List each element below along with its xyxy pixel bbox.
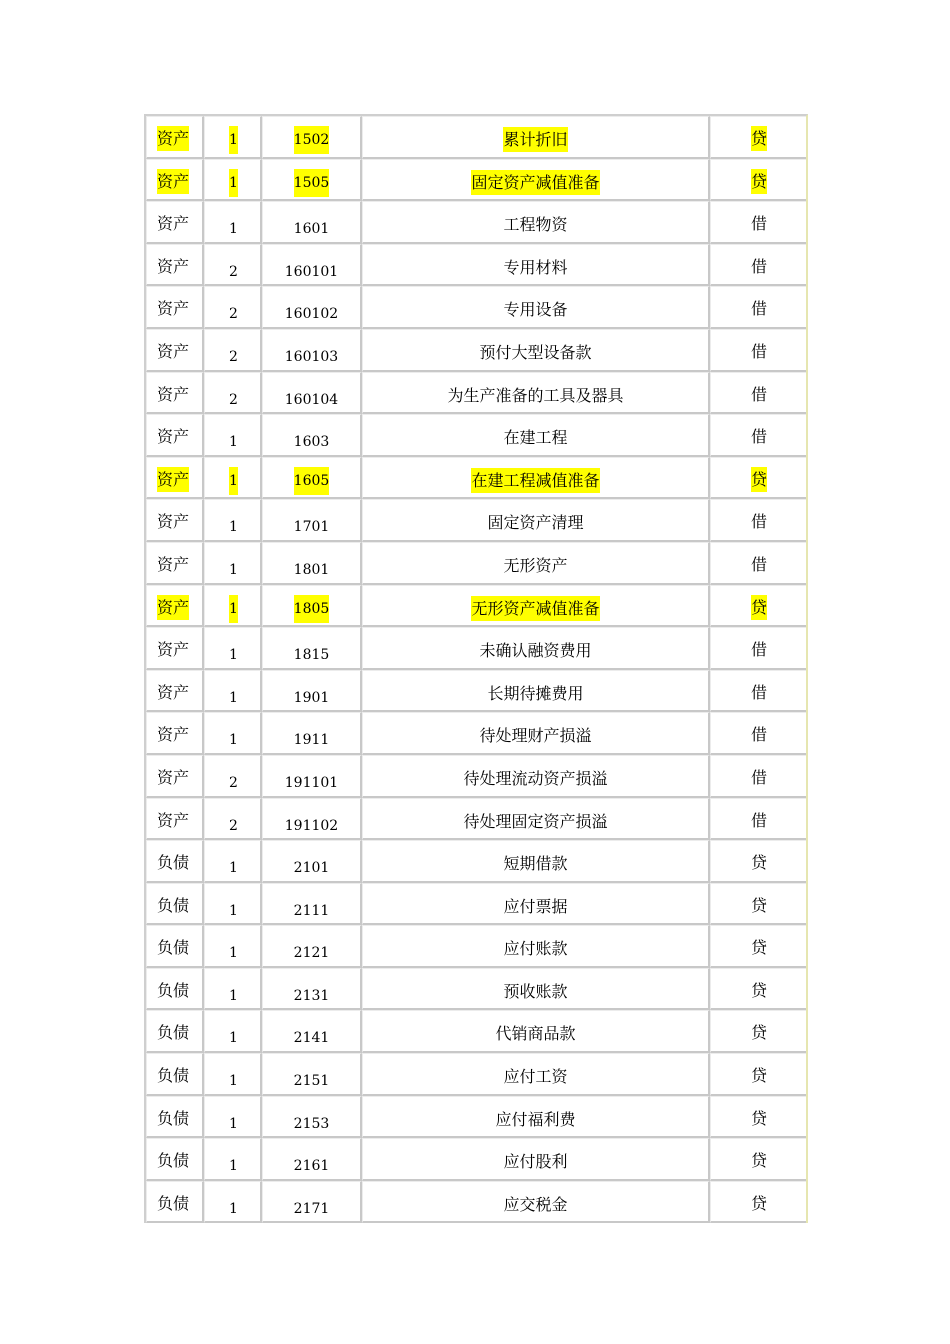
cell-text-name: 专用设备 [503, 300, 568, 320]
table-row [146, 585, 806, 628]
table-row [146, 712, 806, 755]
cell-level [204, 968, 262, 1011]
cell-text-code: 1805 [294, 595, 330, 623]
cell-text-type: 资产 [157, 554, 190, 574]
cell-balance-direction [710, 968, 806, 1011]
cell-balance-direction [710, 244, 806, 287]
cell-text-type: 负债 [157, 1151, 190, 1171]
cell-text-level: 1 [229, 1158, 238, 1175]
cell-text-name: 无形资产减值准备 [471, 596, 599, 621]
cell-text-code: 191101 [284, 774, 339, 791]
cell-text-name: 长期待摊费用 [487, 683, 584, 703]
cell-text-name: 为生产准备的工具及器具 [447, 385, 624, 405]
cell-text-name: 预收账款 [503, 981, 568, 1001]
cell-level [204, 457, 262, 500]
cell-account-name [362, 1053, 710, 1096]
cell-text-level: 2 [229, 306, 238, 323]
cell-text-code: 1701 [293, 519, 330, 536]
cell-text-dir: 借 [751, 810, 768, 830]
cell-account-type [146, 1053, 204, 1096]
cell-account-type [146, 1096, 204, 1139]
cell-text-dir: 贷 [751, 853, 768, 873]
table-row [146, 627, 806, 670]
cell-text-type: 资产 [157, 126, 189, 151]
cell-account-name [362, 542, 710, 585]
cell-balance-direction [710, 542, 806, 585]
cell-account-name [362, 585, 710, 628]
cell-text-level: 2 [229, 817, 238, 834]
cell-text-dir: 借 [751, 725, 768, 745]
cell-text-level: 1 [229, 221, 238, 238]
cell-text-level: 1 [229, 987, 238, 1004]
cell-balance-direction [710, 1053, 806, 1096]
cell-text-name: 应付股利 [503, 1152, 568, 1172]
cell-text-code: 1911 [293, 732, 330, 749]
table-row [146, 499, 806, 542]
cell-account-code [262, 414, 362, 457]
cell-level [204, 712, 262, 755]
table-row [146, 244, 806, 287]
cell-account-type [146, 499, 204, 542]
table-row [146, 286, 806, 329]
table-row [146, 1096, 806, 1139]
cell-account-code [262, 712, 362, 755]
cell-text-type: 资产 [157, 169, 189, 194]
cell-account-code [262, 627, 362, 670]
cell-account-name [362, 1181, 710, 1224]
cell-account-name [362, 755, 710, 798]
cell-text-dir: 借 [751, 427, 768, 447]
cell-balance-direction [710, 116, 806, 159]
cell-account-name [362, 329, 710, 372]
cell-text-type: 资产 [157, 467, 189, 492]
cell-account-code [262, 585, 362, 628]
cell-text-level: 2 [229, 348, 238, 365]
cell-text-code: 2141 [293, 1030, 330, 1047]
cell-text-level: 1 [229, 945, 238, 962]
cell-text-code: 1601 [293, 221, 330, 238]
cell-balance-direction [710, 755, 806, 798]
cell-account-type [146, 1010, 204, 1053]
cell-text-code: 2111 [293, 902, 330, 919]
table-row [146, 883, 806, 926]
table-row [146, 414, 806, 457]
cell-account-name [362, 116, 710, 159]
cell-balance-direction [710, 585, 806, 628]
cell-text-type: 资产 [157, 341, 190, 361]
cell-account-type [146, 925, 204, 968]
cell-text-code: 2101 [293, 860, 330, 877]
cell-account-code [262, 244, 362, 287]
cell-balance-direction [710, 670, 806, 713]
cell-text-name: 短期借款 [503, 854, 568, 874]
cell-balance-direction [710, 286, 806, 329]
cell-text-type: 资产 [157, 810, 190, 830]
cell-text-code: 2153 [293, 1115, 330, 1132]
cell-text-code: 160101 [284, 263, 339, 280]
cell-balance-direction [710, 1010, 806, 1053]
cell-text-level: 1 [229, 467, 238, 495]
cell-text-code: 2171 [293, 1200, 330, 1217]
cell-text-level: 2 [229, 391, 238, 408]
cell-account-name [362, 925, 710, 968]
cell-level [204, 670, 262, 713]
cell-account-name [362, 798, 710, 841]
cell-account-code [262, 286, 362, 329]
cell-level [204, 159, 262, 202]
cell-text-level: 1 [229, 689, 238, 706]
cell-account-type [146, 1138, 204, 1181]
cell-text-code: 160104 [284, 391, 339, 408]
cell-text-level: 1 [229, 434, 238, 451]
cell-account-code [262, 670, 362, 713]
cell-text-name: 应交税金 [503, 1194, 568, 1214]
cell-text-name: 应付工资 [503, 1067, 568, 1087]
cell-balance-direction [710, 627, 806, 670]
cell-text-level: 1 [229, 1073, 238, 1090]
cell-account-type [146, 159, 204, 202]
cell-level [204, 1096, 262, 1139]
cell-text-level: 1 [229, 595, 238, 623]
cell-text-name: 固定资产减值准备 [471, 170, 599, 195]
cell-level [204, 1181, 262, 1224]
table-row [146, 457, 806, 500]
table-row [146, 670, 806, 713]
cell-account-type [146, 372, 204, 415]
cell-level [204, 925, 262, 968]
cell-text-level: 1 [229, 1115, 238, 1132]
cell-text-code: 191102 [284, 817, 339, 834]
cell-balance-direction [710, 712, 806, 755]
table-row [146, 201, 806, 244]
cell-account-code [262, 542, 362, 585]
cell-account-name [362, 1096, 710, 1139]
cell-text-level: 1 [229, 1030, 238, 1047]
cell-account-type [146, 116, 204, 159]
cell-text-name: 代销商品款 [495, 1024, 576, 1044]
cell-text-type: 负债 [157, 938, 190, 958]
cell-text-type: 负债 [157, 853, 190, 873]
cell-text-dir: 借 [751, 682, 768, 702]
cell-account-code [262, 925, 362, 968]
cell-account-type [146, 1181, 204, 1224]
table-row [146, 1053, 806, 1096]
cell-text-type: 资产 [157, 682, 190, 702]
cell-text-name: 工程物资 [503, 215, 568, 235]
cell-balance-direction [710, 1138, 806, 1181]
cell-account-type [146, 798, 204, 841]
cell-level [204, 286, 262, 329]
cell-account-code [262, 840, 362, 883]
cell-balance-direction [710, 1096, 806, 1139]
cell-text-type: 资产 [157, 299, 190, 319]
cell-text-dir: 贷 [751, 126, 767, 151]
cell-text-name: 应付福利费 [495, 1109, 576, 1129]
cell-account-type [146, 244, 204, 287]
cell-text-type: 负债 [157, 1066, 190, 1086]
cell-text-code: 1603 [293, 434, 330, 451]
cell-text-code: 1605 [294, 467, 330, 495]
cell-account-name [362, 883, 710, 926]
cell-text-level: 1 [229, 732, 238, 749]
cell-text-dir: 贷 [751, 169, 767, 194]
cell-text-type: 资产 [157, 214, 190, 234]
cell-text-dir: 贷 [751, 980, 768, 1000]
cell-account-code [262, 499, 362, 542]
cell-level [204, 372, 262, 415]
cell-level [204, 329, 262, 372]
table-row [146, 329, 806, 372]
cell-account-code [262, 1053, 362, 1096]
cell-balance-direction [710, 798, 806, 841]
cell-text-dir: 借 [751, 341, 768, 361]
cell-balance-direction [710, 457, 806, 500]
cell-text-type: 负债 [157, 980, 190, 1000]
cell-account-type [146, 286, 204, 329]
cell-text-name: 待处理财产损溢 [479, 726, 592, 746]
cell-account-type [146, 414, 204, 457]
cell-account-code [262, 372, 362, 415]
cell-level [204, 244, 262, 287]
table-row [146, 1138, 806, 1181]
cell-text-type: 资产 [157, 427, 190, 447]
cell-balance-direction [710, 372, 806, 415]
cell-level [204, 116, 262, 159]
cell-balance-direction [710, 840, 806, 883]
cell-text-type: 负债 [157, 895, 190, 915]
cell-balance-direction [710, 1181, 806, 1224]
cell-level [204, 499, 262, 542]
cell-text-code: 2161 [293, 1158, 330, 1175]
cell-text-dir: 借 [751, 767, 768, 787]
cell-text-dir: 贷 [751, 1108, 768, 1128]
table-row [146, 840, 806, 883]
cell-text-dir: 贷 [751, 1193, 768, 1213]
cell-level [204, 1138, 262, 1181]
cell-account-name [362, 201, 710, 244]
cell-account-code [262, 457, 362, 500]
cell-text-code: 1502 [294, 126, 330, 154]
cell-text-type: 资产 [157, 725, 190, 745]
cell-text-name: 累计折旧 [503, 127, 567, 152]
cell-account-code [262, 159, 362, 202]
cell-account-code [262, 1181, 362, 1224]
cell-text-type: 负债 [157, 1108, 190, 1128]
cell-text-level: 2 [229, 263, 238, 280]
cell-text-level: 1 [229, 647, 238, 664]
cell-account-type [146, 712, 204, 755]
cell-text-dir: 贷 [751, 467, 767, 492]
cell-account-type [146, 329, 204, 372]
cell-level [204, 840, 262, 883]
table-row [146, 798, 806, 841]
cell-account-type [146, 627, 204, 670]
cell-account-code [262, 1096, 362, 1139]
cell-text-dir: 借 [751, 384, 768, 404]
cell-level [204, 883, 262, 926]
account-table [144, 114, 808, 1223]
cell-text-code: 2121 [293, 945, 330, 962]
cell-text-type: 负债 [157, 1023, 190, 1043]
cell-account-type [146, 457, 204, 500]
cell-text-code: 1801 [293, 561, 330, 578]
cell-text-level: 2 [229, 774, 238, 791]
cell-text-code: 1815 [293, 647, 330, 664]
cell-text-name: 应付票据 [503, 896, 568, 916]
cell-account-type [146, 585, 204, 628]
cell-balance-direction [710, 329, 806, 372]
cell-level [204, 798, 262, 841]
cell-text-name: 固定资产清理 [487, 513, 584, 533]
cell-text-code: 2131 [293, 987, 330, 1004]
cell-text-dir: 贷 [751, 1151, 768, 1171]
cell-text-dir: 借 [751, 640, 768, 660]
cell-text-type: 资产 [157, 384, 190, 404]
cell-level [204, 585, 262, 628]
cell-account-code [262, 1010, 362, 1053]
cell-balance-direction [710, 925, 806, 968]
cell-text-type: 资产 [157, 256, 190, 276]
table-row [146, 372, 806, 415]
cell-account-name [362, 286, 710, 329]
cell-text-type: 负债 [157, 1193, 190, 1213]
cell-text-dir: 贷 [751, 1023, 768, 1043]
cell-text-name: 专用材料 [503, 257, 568, 277]
cell-text-type: 资产 [157, 767, 190, 787]
cell-text-code: 160103 [284, 348, 339, 365]
cell-account-code [262, 1138, 362, 1181]
cell-text-dir: 贷 [751, 1066, 768, 1086]
cell-account-code [262, 968, 362, 1011]
cell-account-name [362, 968, 710, 1011]
cell-account-name [362, 457, 710, 500]
cell-account-code [262, 116, 362, 159]
cell-balance-direction [710, 201, 806, 244]
cell-text-dir: 借 [751, 299, 768, 319]
cell-text-level: 1 [229, 169, 238, 197]
cell-account-name [362, 159, 710, 202]
cell-text-dir: 贷 [751, 895, 768, 915]
cell-account-type [146, 755, 204, 798]
cell-account-name [362, 627, 710, 670]
cell-account-name [362, 840, 710, 883]
cell-text-name: 在建工程 [503, 428, 568, 448]
cell-balance-direction [710, 883, 806, 926]
table-row [146, 116, 806, 159]
cell-account-type [146, 968, 204, 1011]
cell-account-name [362, 1138, 710, 1181]
table-row [146, 1181, 806, 1224]
cell-level [204, 414, 262, 457]
cell-account-name [362, 712, 710, 755]
cell-level [204, 1053, 262, 1096]
cell-text-dir: 贷 [751, 938, 768, 958]
cell-text-name: 未确认融资费用 [479, 641, 592, 661]
cell-account-type [146, 883, 204, 926]
cell-text-dir: 借 [751, 214, 768, 234]
cell-text-dir: 贷 [751, 595, 767, 620]
cell-account-type [146, 201, 204, 244]
cell-account-type [146, 670, 204, 713]
cell-text-level: 1 [229, 1200, 238, 1217]
cell-account-code [262, 755, 362, 798]
cell-level [204, 627, 262, 670]
cell-account-code [262, 798, 362, 841]
cell-account-name [362, 499, 710, 542]
cell-account-name [362, 414, 710, 457]
cell-text-level: 1 [229, 126, 238, 154]
cell-text-name: 预付大型设备款 [479, 342, 592, 362]
cell-account-code [262, 883, 362, 926]
table-row [146, 968, 806, 1011]
cell-account-name [362, 1010, 710, 1053]
table-row [146, 755, 806, 798]
table-row [146, 542, 806, 585]
cell-account-type [146, 542, 204, 585]
cell-text-name: 待处理固定资产损溢 [463, 811, 608, 831]
cell-text-name: 应付账款 [503, 939, 568, 959]
cell-text-code: 1505 [294, 169, 330, 197]
cell-account-name [362, 670, 710, 713]
cell-text-code: 1901 [293, 689, 330, 706]
cell-balance-direction [710, 414, 806, 457]
table-row [146, 925, 806, 968]
cell-text-code: 2151 [293, 1073, 330, 1090]
cell-text-type: 资产 [157, 512, 190, 532]
cell-text-dir: 借 [751, 512, 768, 532]
table-row [146, 159, 806, 202]
cell-account-name [362, 372, 710, 415]
cell-level [204, 542, 262, 585]
cell-text-type: 资产 [157, 595, 189, 620]
cell-account-name [362, 244, 710, 287]
cell-text-code: 160102 [284, 306, 339, 323]
cell-balance-direction [710, 499, 806, 542]
cell-text-name: 待处理流动资产损溢 [463, 768, 608, 788]
table-row [146, 1010, 806, 1053]
cell-account-code [262, 329, 362, 372]
cell-text-name: 在建工程减值准备 [471, 468, 599, 493]
cell-level [204, 1010, 262, 1053]
cell-level [204, 755, 262, 798]
cell-text-name: 无形资产 [503, 555, 568, 575]
cell-account-type [146, 840, 204, 883]
cell-text-dir: 借 [751, 554, 768, 574]
cell-text-level: 1 [229, 519, 238, 536]
cell-text-dir: 借 [751, 256, 768, 276]
cell-balance-direction [710, 159, 806, 202]
cell-text-type: 资产 [157, 640, 190, 660]
cell-account-code [262, 201, 362, 244]
cell-text-level: 1 [229, 902, 238, 919]
cell-text-level: 1 [229, 561, 238, 578]
cell-level [204, 201, 262, 244]
cell-text-level: 1 [229, 860, 238, 877]
